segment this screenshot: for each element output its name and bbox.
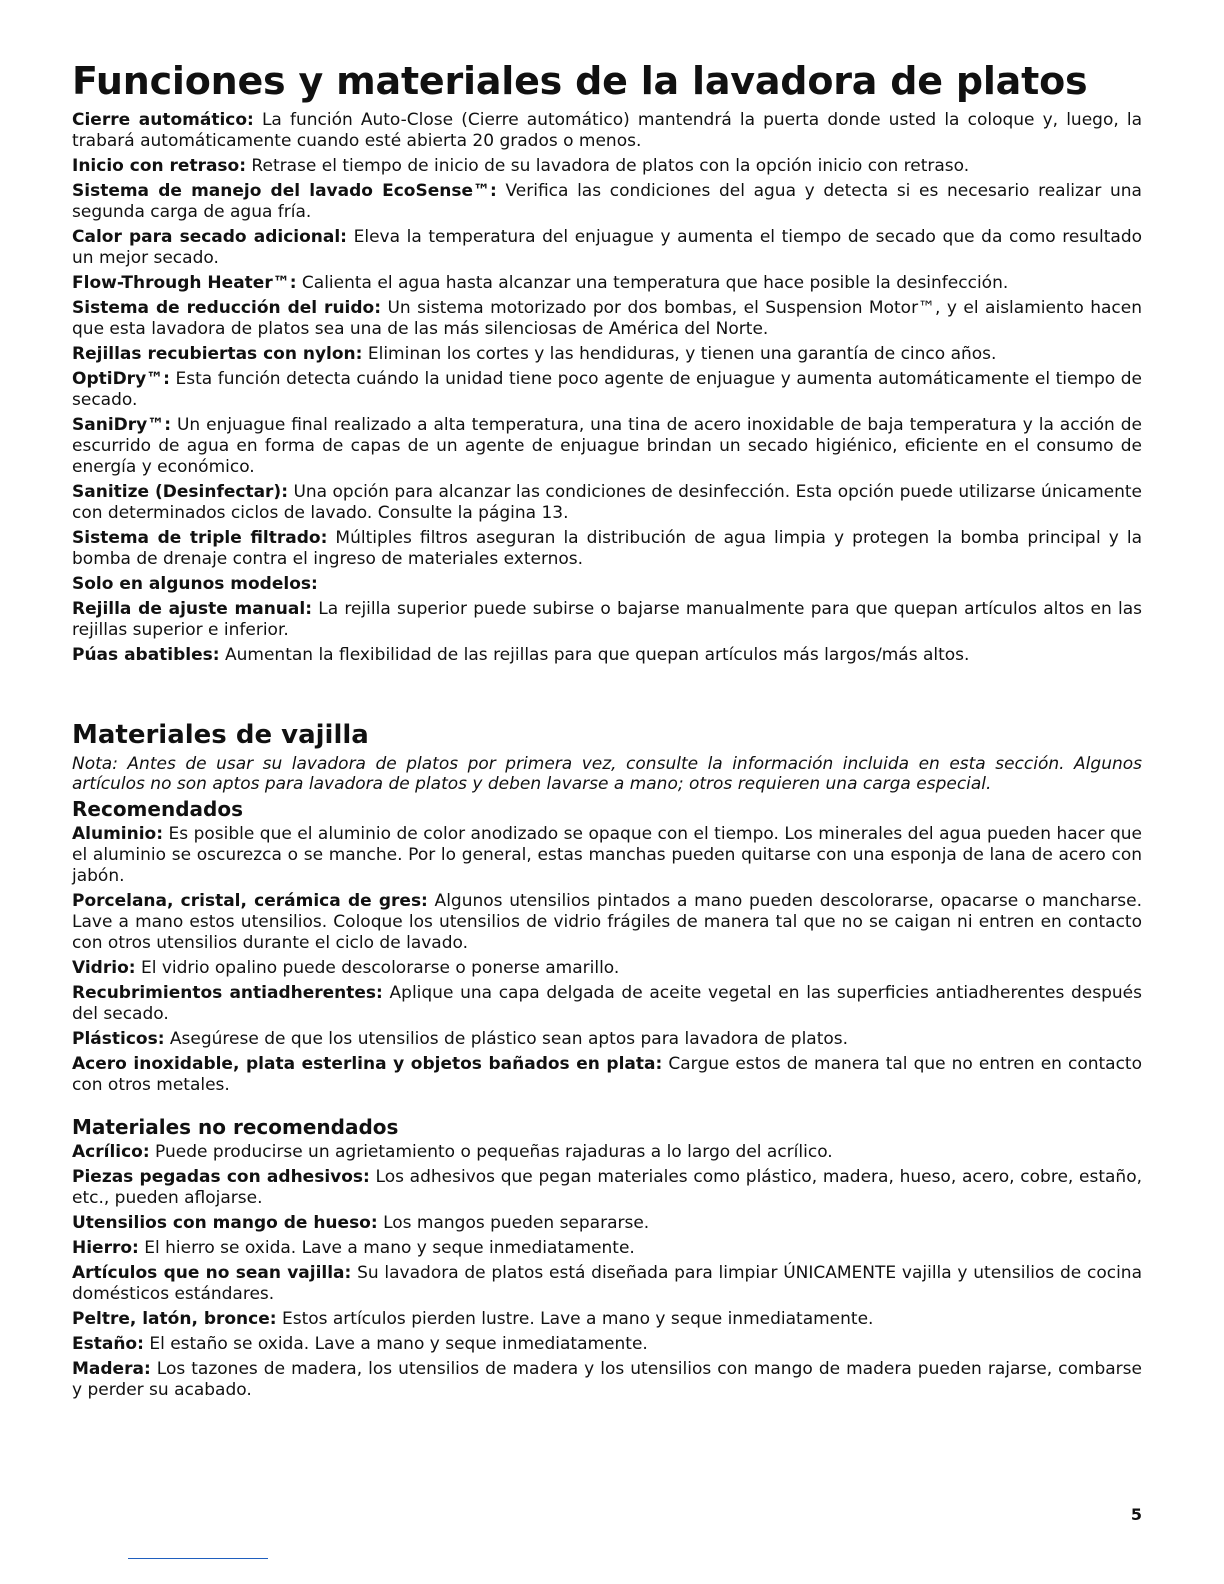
feature-term: Flow-Through Heater™: — [72, 273, 297, 293]
material-term: Recubrimientos antiadherentes: — [72, 983, 383, 1003]
feature-description: Aumentan la flexibilidad de las rejillas para que quepan artículos más largos/más altos. — [219, 645, 970, 665]
feature-description: Retrase el tiempo de inicio de su lavadora de platos con la opción inicio con retraso. — [246, 156, 970, 176]
feature-entry — [72, 599, 1142, 641]
feature-entry — [72, 415, 1142, 478]
document-page — [72, 58, 1142, 1405]
not-recommended-list — [72, 1142, 1142, 1401]
feature-description: Esta función detecta cuándo la unidad tiene poco agente de enjuague y aumenta automáticamente el tiempo de secado. — [72, 369, 1142, 410]
feature-entry — [72, 227, 1142, 269]
material-entry — [72, 824, 1142, 887]
material-description: Estos artículos pierden lustre. Lave a mano y seque inmediatamente. — [276, 1309, 874, 1329]
feature-description: Un sistema motorizado por dos bombas, el Suspension Motor™, y el aislamiento hacen que esta lavadora de platos sea una de las más silenciosas de América del Norte. — [72, 298, 1142, 339]
material-term: Peltre, latón, bronce: — [72, 1309, 277, 1329]
features-list — [72, 110, 1142, 666]
material-description: Su lavadora de platos está diseñada para limpiar ÚNICAMENTE vajilla y utensilios de cocina domésticos estándares. — [72, 1263, 1142, 1304]
material-description: Aplique una capa delgada de aceite vegetal en las superficies antiadherentes después del secado. — [72, 983, 1143, 1024]
material-term: Porcelana, cristal, cerámica de gres: — [72, 891, 428, 911]
feature-entry — [72, 273, 1142, 294]
material-description: El estaño se oxida. Lave a mano y seque inmediatamente. — [143, 1334, 648, 1354]
feature-entry — [72, 369, 1142, 411]
feature-description: Eliminan los cortes y las hendiduras, y tienen una garantía de cinco años. — [362, 344, 997, 364]
feature-term: Calor para secado adicional: — [72, 227, 347, 247]
material-entry — [72, 1167, 1142, 1209]
material-entry — [72, 1263, 1142, 1305]
material-description: Los adhesivos que pegan materiales como plástico, madera, hueso, acero, cobre, estaño, etc., pueden aflojarse. — [72, 1167, 1142, 1208]
feature-term: Sistema de manejo del lavado EcoSense™: — [72, 181, 497, 201]
feature-term: Púas abatibles: — [72, 645, 220, 665]
material-description: El hierro se oxida. Lave a mano y seque inmediatamente. — [138, 1238, 635, 1258]
material-entry — [72, 1359, 1142, 1401]
material-description: Asegúrese de que los utensilios de plástico sean aptos para lavadora de platos. — [164, 1029, 849, 1049]
feature-entry — [72, 181, 1142, 223]
material-description: El vidrio opalino puede descolorarse o ponerse amarillo. — [135, 958, 620, 978]
material-entry — [72, 1213, 1142, 1234]
footer-divider — [128, 1558, 268, 1559]
some-models-heading: Solo en algunos modelos: — [72, 574, 318, 594]
material-entry — [72, 1238, 1142, 1259]
feature-term: Inicio con retraso: — [72, 156, 247, 176]
material-description: Los tazones de madera, los utensilios de madera y los utensilios con mango de madera pueden rajarse, combarse y perder su acabado. — [72, 1359, 1142, 1400]
material-entry — [72, 1334, 1142, 1355]
material-term: Piezas pegadas con adhesivos: — [72, 1167, 370, 1187]
material-term: Acrílico: — [72, 1142, 150, 1162]
feature-term: Sistema de triple filtrado: — [72, 528, 328, 548]
material-entry — [72, 1309, 1142, 1330]
feature-term: Sistema de reducción del ruido: — [72, 298, 382, 318]
page-title: Funciones y materiales de la lavadora de platos — [72, 59, 1088, 103]
material-entry — [72, 1054, 1142, 1096]
feature-entry — [72, 528, 1142, 570]
material-description: Es posible que el aluminio de color anodizado se opaque con el tiempo. Los minerales del agua pueden hacer que el aluminio se oscurezca o se manche. Por lo general, estas manchas pueden quitarse con una esponja de lana de acero con jabón. — [72, 824, 1142, 886]
feature-description: Múltiples filtros aseguran la distribución de agua limpia y protegen la bomba principal y la bomba de drenaje contra el ingreso de materiales externos. — [72, 528, 1142, 569]
material-term: Madera: — [72, 1359, 151, 1379]
material-term: Vidrio: — [72, 958, 136, 978]
feature-entry — [72, 344, 1142, 365]
feature-description: Una opción para alcanzar las condiciones de desinfección. Esta opción puede utilizarse únicamente con determinados ciclos de lavado. Consulte la página 13. — [72, 482, 1143, 523]
feature-term: OptiDry™: — [72, 369, 170, 389]
material-entry — [72, 958, 1142, 979]
feature-entry — [72, 156, 1142, 177]
feature-entry — [72, 110, 1142, 152]
material-description: Puede producirse un agrietamiento o pequeñas rajaduras a lo largo del acrílico. — [149, 1142, 833, 1162]
material-term: Acero inoxidable, plata esterlina y objetos bañados en plata: — [72, 1054, 663, 1074]
material-entry — [72, 983, 1142, 1025]
material-term: Hierro: — [72, 1238, 139, 1258]
material-entry — [72, 891, 1142, 954]
feature-description: Eleva la temperatura del enjuague y aumenta el tiempo de secado que da como resultado un mejor secado. — [72, 227, 1143, 268]
material-term: Estaño: — [72, 1334, 144, 1354]
recommended-heading: Recomendados — [72, 797, 243, 821]
feature-term: Sanitize (Desinfectar): — [72, 482, 288, 502]
feature-description: Calienta el agua hasta alcanzar una temperatura que hace posible la desinfección. — [296, 273, 1009, 293]
not-recommended-heading: Materiales no recomendados — [72, 1115, 399, 1139]
feature-term: Rejilla de ajuste manual: — [72, 599, 313, 619]
materials-section-title: Materiales de vajilla — [72, 720, 369, 750]
material-description: Cargue estos de manera tal que no entren en contacto con otros metales. — [72, 1054, 1143, 1095]
feature-term: Cierre automático: — [72, 110, 254, 130]
material-term: Aluminio: — [72, 824, 164, 844]
material-term: Plásticos: — [72, 1029, 165, 1049]
feature-description: La función Auto-Close (Cierre automático) mantendrá la puerta donde usted la coloque y, luego, la trabará automáticamente cuando esté abierta 20 grados o menos. — [72, 110, 1143, 151]
feature-description: Verifica las condiciones del agua y detecta si es necesario realizar una segunda carga de agua fría. — [72, 181, 1142, 222]
feature-term: Rejillas recubiertas con nylon: — [72, 344, 363, 364]
feature-entry — [72, 482, 1142, 524]
materials-note: Nota: Antes de usar su lavadora de platos por primera vez, consulte la información incluida en esta sección. Algunos artículos no son aptos para lavadora de platos y deben lavarse a mano; otros requieren una carga especial. — [72, 754, 1142, 794]
material-description: Algunos utensilios pintados a mano pueden descolorarse, opacarse o mancharse. Lave a mano estos utensilios. Coloque los utensilios de vidrio frágiles de manera tal que no se caigan ni entren en contacto con otros utensilios durante el ciclo de lavado. — [72, 891, 1142, 953]
page-number: 5 — [1130, 1505, 1142, 1524]
material-term: Artículos que no sean vajilla: — [72, 1263, 352, 1283]
feature-description: La rejilla superior puede subirse o bajarse manualmente para que quepan artículos altos en las rejillas superior e inferior. — [72, 599, 1142, 640]
material-description: Los mangos pueden separarse. — [377, 1213, 650, 1233]
material-entry — [72, 1029, 1142, 1050]
material-entry — [72, 1142, 1142, 1163]
feature-entry — [72, 298, 1142, 340]
feature-term: SaniDry™: — [72, 415, 172, 435]
feature-description: Un enjuague final realizado a alta temperatura, una tina de acero inoxidable de baja temperatura y la acción de escurrido de agua en forma de capas de un agente de enjuague brindan un secado higiénico, eficiente en el consumo de energía y económico. — [72, 415, 1142, 477]
feature-entry — [72, 645, 1142, 666]
material-term: Utensilios con mango de hueso: — [72, 1213, 378, 1233]
recommended-list — [72, 824, 1142, 1096]
